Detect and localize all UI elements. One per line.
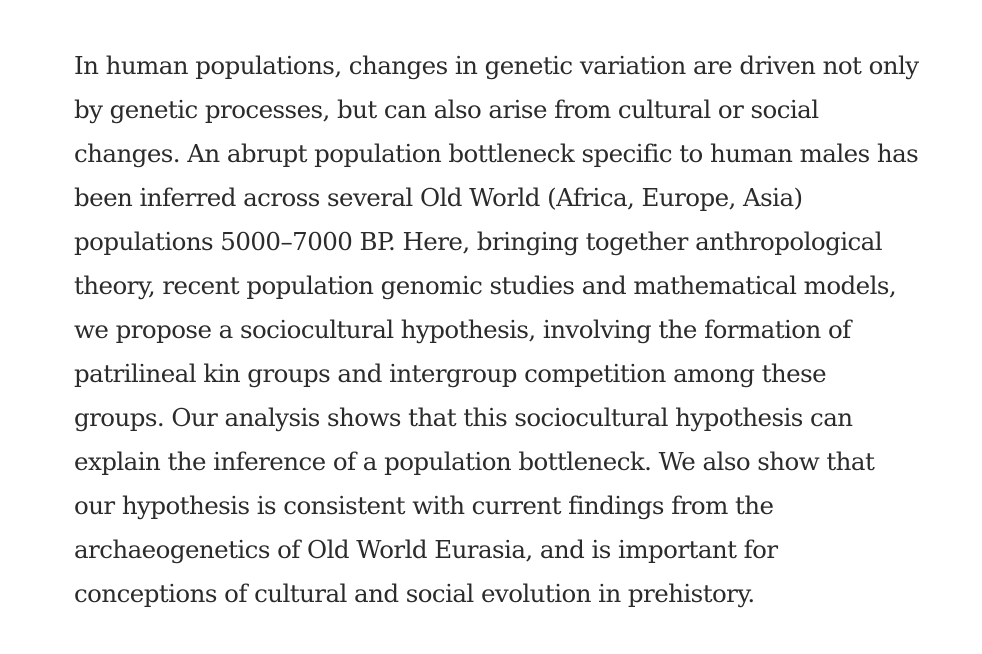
abstract-line: populations 5000–7000 BP. Here, bringing together anthropological — [74, 227, 883, 256]
abstract-line: been inferred across several Old World (Africa, Europe, Asia) — [74, 183, 803, 212]
abstract-line: archaeogenetics of Old World Eurasia, and is important for — [74, 535, 778, 564]
abstract-paragraph — [74, 44, 954, 616]
abstract-line: conceptions of cultural and social evolution in prehistory. — [74, 579, 755, 608]
abstract-line: patrilineal kin groups and intergroup competition among these — [74, 359, 827, 388]
abstract-line: In human populations, changes in genetic variation are driven not only — [74, 51, 919, 80]
abstract-line: explain the inference of a population bottleneck. We also show that — [74, 447, 875, 476]
abstract-line: our hypothesis is consistent with current findings from the — [74, 491, 774, 520]
abstract-line: we propose a sociocultural hypothesis, involving the formation of — [74, 315, 851, 344]
abstract-line: theory, recent population genomic studies and mathematical models, — [74, 271, 897, 300]
abstract-line: by genetic processes, but can also arise from cultural or social — [74, 95, 819, 124]
abstract-line: changes. An abrupt population bottleneck specific to human males has — [74, 139, 919, 168]
abstract-line: groups. Our analysis shows that this sociocultural hypothesis can — [74, 403, 853, 432]
